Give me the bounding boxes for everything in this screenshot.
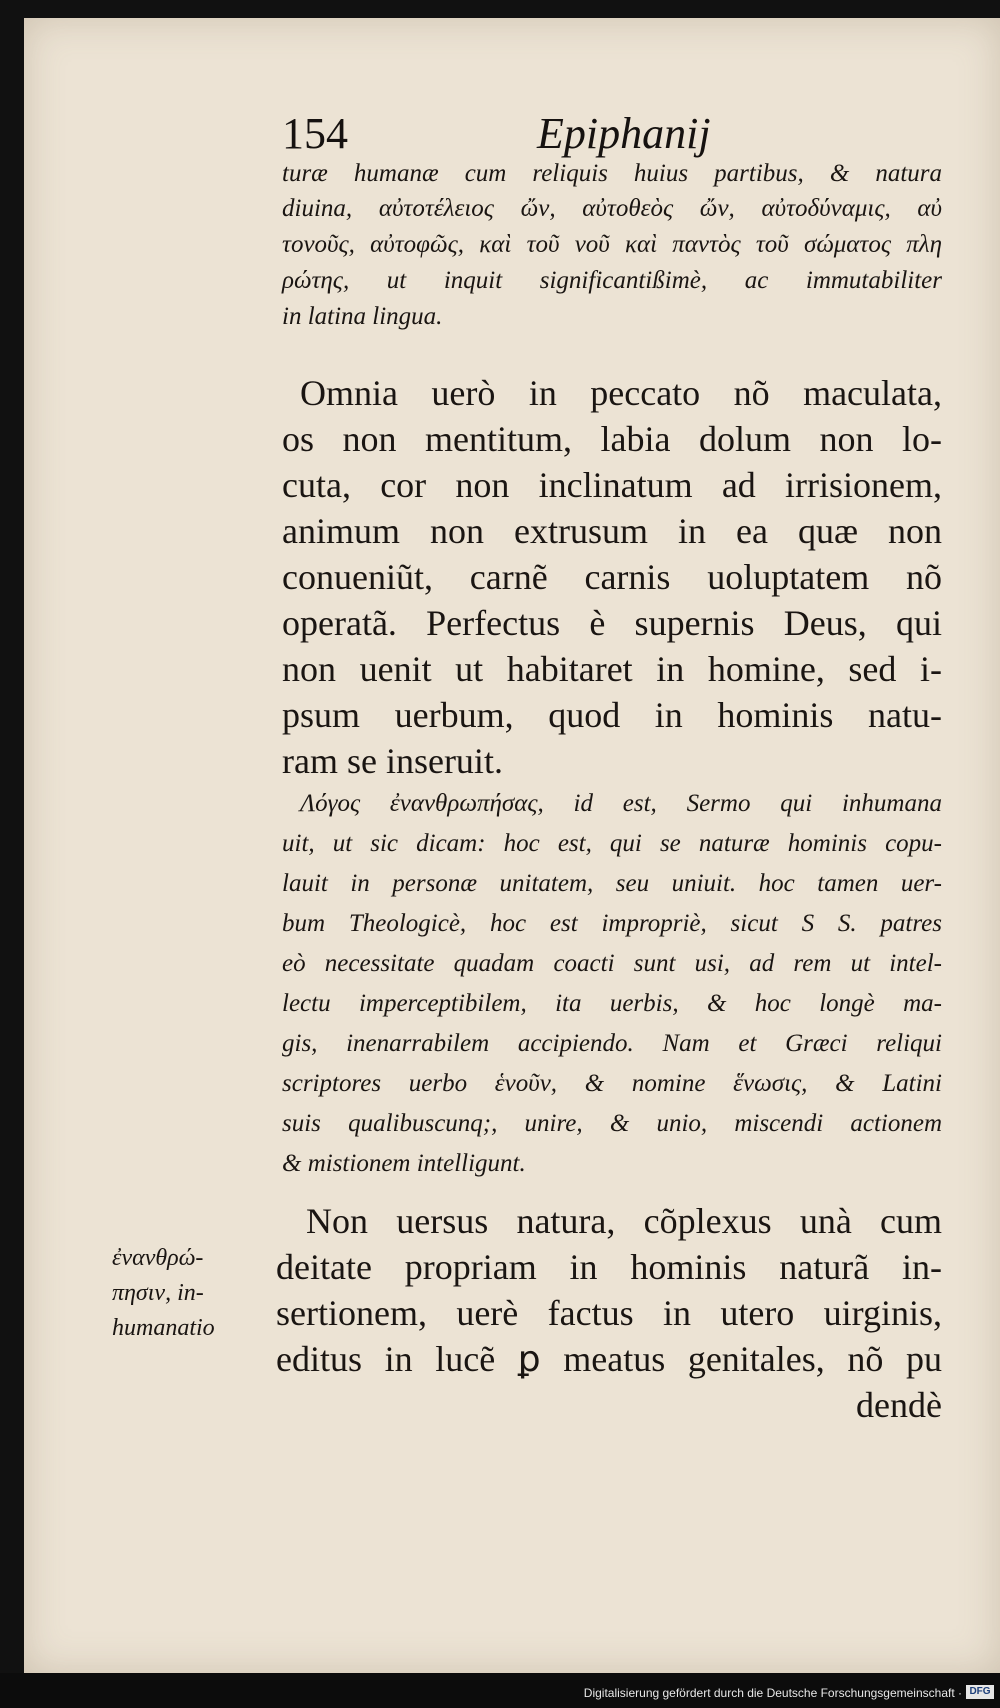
text-line: animum non extrusum in ea quæ non <box>282 511 942 551</box>
footer-credit: Digitalisierung gefördert durch die Deutsche Forschungsgemeinschaft · <box>583 1686 962 1700</box>
italic-line: Λόγος ἐνανθρωπήσας, id est, Sermo qui inhumana <box>300 790 942 817</box>
text-line: sertionem, uerè factus in utero uirginis, <box>276 1293 942 1333</box>
text-line: ram se inseruit. <box>282 741 503 781</box>
running-title: Epiphanij <box>537 109 711 158</box>
italic-line: uit, ut sic dicam: hoc est, qui se naturæ hominis copu- <box>282 830 942 857</box>
margin-note-line: ἐνανθρώ- <box>112 1245 204 1271</box>
text-line: os non mentitum, labia dolum non lo- <box>282 419 942 459</box>
text-line: Non uersus natura, cõplexus unà cum <box>306 1201 942 1241</box>
dfg-logo: DFG <box>966 1685 994 1699</box>
page-header <box>282 108 942 168</box>
text-line: deitate propriam in hominis naturã in- <box>276 1247 942 1287</box>
italic-line: ρώτης, ut inquit significantißimè, ac immutabiliter <box>282 267 942 294</box>
catchword: dendè <box>856 1385 942 1425</box>
text-line: editus in lucẽ ꝑ meatus genitales, nõ pu <box>276 1339 942 1379</box>
italic-line: & mistionem intelligunt. <box>282 1150 526 1177</box>
text-line: conueniũt, carnẽ carnis uoluptatem nõ <box>282 557 942 597</box>
italic-line: gis, inenarrabilem accipiendo. Nam et Græci reliqui <box>282 1030 942 1057</box>
italic-line: scriptores uerbo ἑνοῦν, & nomine ἕνωσις, & Latini <box>282 1070 942 1097</box>
italic-line: turæ humanæ cum reliquis huius partibus, & natura <box>282 160 942 187</box>
italic-line: eò necessitate quadam coacti sunt usi, ad rem ut intel- <box>282 950 942 977</box>
margin-note-line: πησιν, in- <box>112 1280 204 1306</box>
italic-line: τονοῦς, αὐτοφῶς, καὶ τοῦ νοῦ καὶ παντὸς τοῦ σώματος πλη <box>282 231 942 258</box>
page-number: 154 <box>282 109 348 158</box>
italic-line: suis qualibuscunq;, unire, & unio, miscendi actionem <box>282 1110 942 1137</box>
text-line: non uenit ut habitaret in homine, sed i- <box>282 649 942 689</box>
margin-note-line: humanatio <box>112 1315 215 1341</box>
italic-line: diuina, αὐτοτέλειος ὤν, αὐτοθεὸς ὤν, αὐτοδύναμις, αὐ <box>282 195 942 222</box>
text-line: cuta, cor non inclinatum ad irrisionem, <box>282 465 942 505</box>
text-line: operatã. Perfectus è supernis Deus, qui <box>282 603 942 643</box>
italic-line: lauit in personæ unitatem, seu uniuit. hoc tamen uer- <box>282 870 942 897</box>
text-line: psum uerbum, quod in hominis natu- <box>282 695 942 735</box>
italic-line: bum Theologicè, hoc est impropriè, sicut S S. patres <box>282 910 942 937</box>
italic-line: lectu imperceptibilem, ita uerbis, & hoc longè ma- <box>282 990 942 1017</box>
italic-line: in latina lingua. <box>282 303 443 330</box>
text-line: Omnia uerò in peccato nõ maculata, <box>300 373 942 413</box>
